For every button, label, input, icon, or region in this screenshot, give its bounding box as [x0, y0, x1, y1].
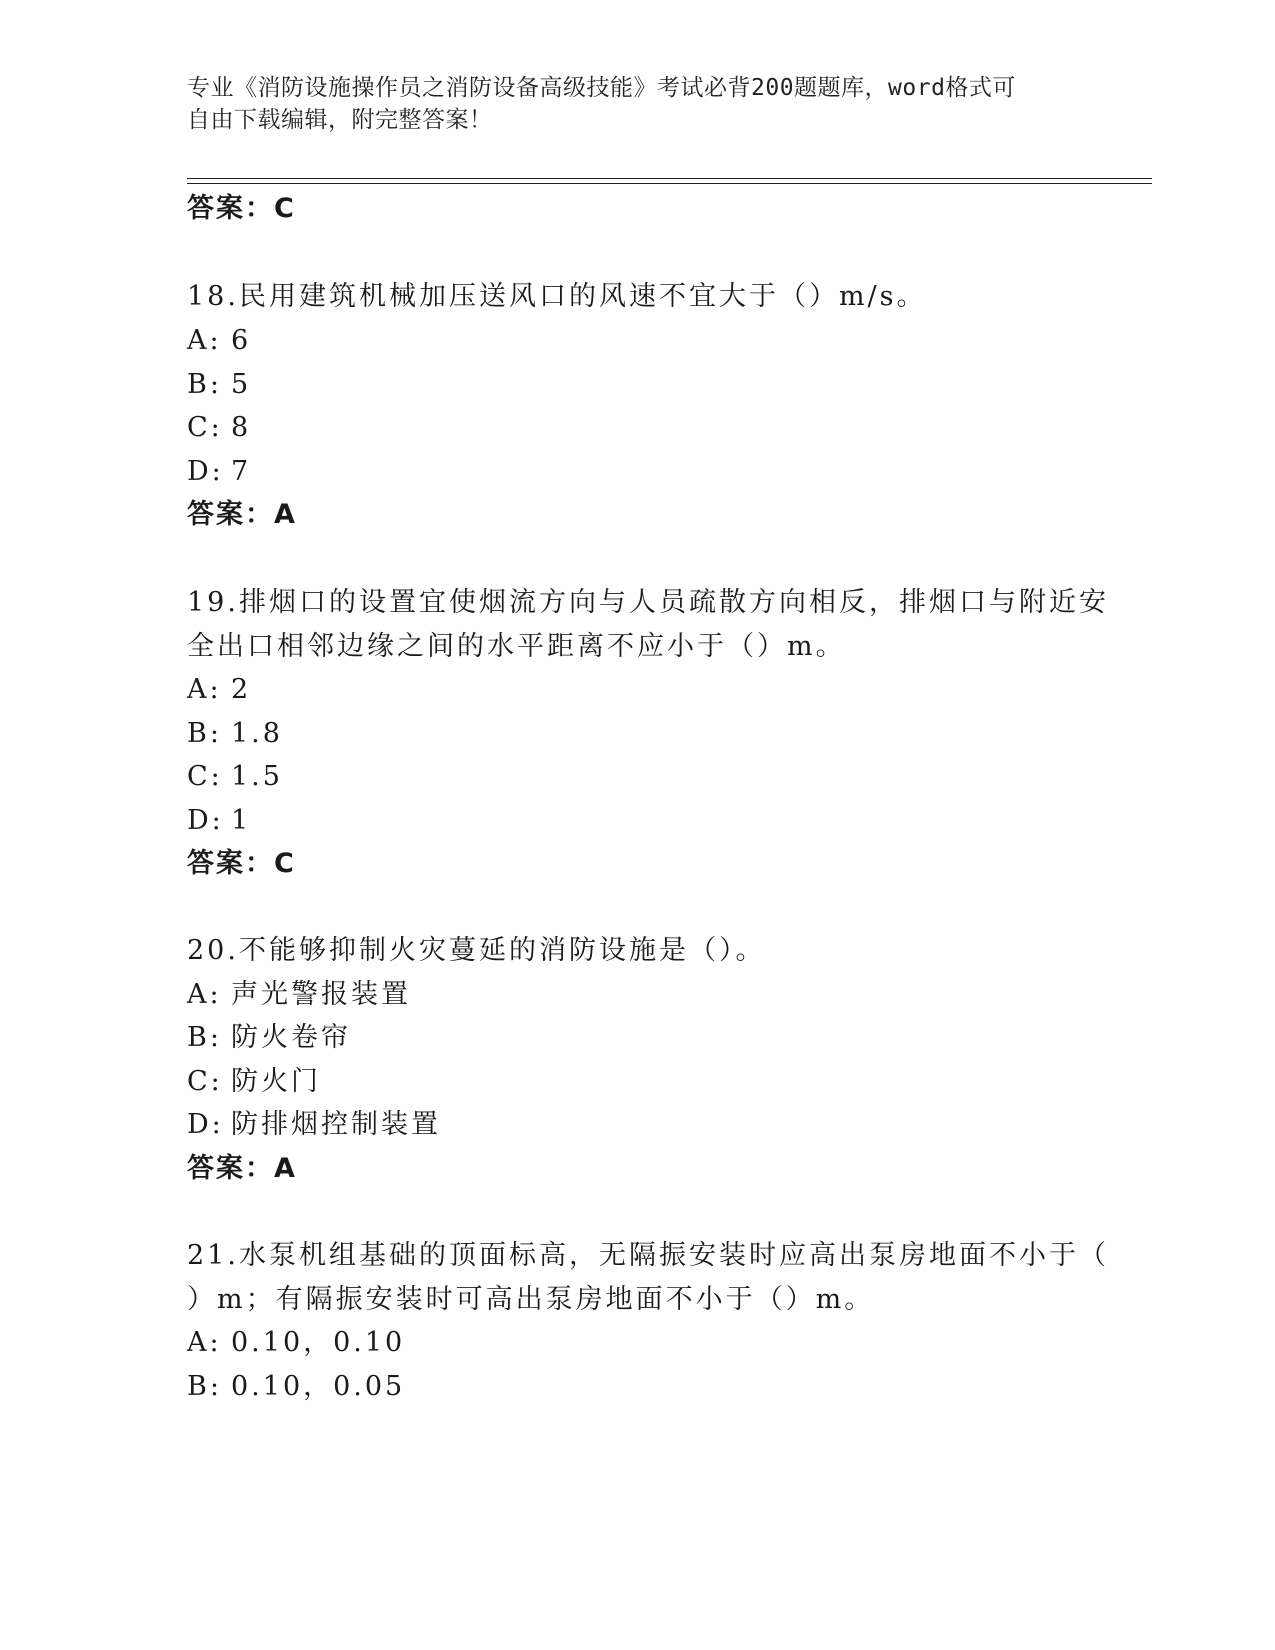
option-label: A:: [187, 325, 222, 356]
option-text: 防火门: [231, 1066, 321, 1097]
question-18-option-c: [187, 410, 1087, 446]
question-19-option-b: [187, 716, 1087, 752]
question-20-option-b: [187, 1020, 1087, 1056]
header-divider-bottom: [187, 183, 1152, 184]
option-text: 0.10，0.10: [231, 1327, 406, 1358]
question-19-option-a: [187, 672, 1087, 708]
question-18-option-d: [187, 454, 1087, 490]
question-19-stem-line-1: 19.排烟口的设置宜使烟流方向与人员疏散方向相反，排烟口与附近安: [187, 587, 1109, 618]
question-19-option-c: [187, 759, 1087, 795]
option-text: 防火卷帘: [231, 1022, 351, 1053]
question-18-option-a: [187, 323, 1087, 359]
option-text: 8: [231, 412, 252, 443]
option-label: C:: [187, 1066, 223, 1097]
option-text: 声光警报装置: [231, 979, 411, 1010]
option-label: B:: [187, 1022, 222, 1053]
option-text: 6: [231, 325, 252, 356]
question-20-option-d: [187, 1107, 1087, 1143]
option-label: C:: [187, 412, 223, 443]
option-text: 5: [231, 369, 252, 400]
header-line-2: 自由下载编辑，附完整答案！: [187, 107, 493, 133]
question-19-answer: 答案：C: [187, 848, 296, 879]
option-text: 0.10，0.05: [231, 1371, 406, 1402]
option-text: 2: [231, 674, 252, 705]
option-label: A:: [187, 1327, 222, 1358]
document-header: [187, 72, 1067, 136]
option-label: D:: [187, 456, 224, 487]
question-21-option-a: [187, 1325, 1087, 1361]
option-label: D:: [187, 805, 224, 836]
question-20-option-c: [187, 1064, 1087, 1100]
question-18-option-b: [187, 367, 1087, 403]
question-21-stem-line-2: ）m；有隔振安装时可高出泵房地面不小于（）m。: [187, 1284, 875, 1315]
header-divider-top: [187, 178, 1152, 179]
question-20-stem: 20.不能够抑制火灾蔓延的消防设施是（）。: [187, 935, 766, 966]
option-label: D:: [187, 1109, 224, 1140]
option-text: 1: [231, 805, 252, 836]
option-text: 7: [231, 456, 252, 487]
question-19-option-d: [187, 803, 1087, 839]
question-21-option-b: [187, 1369, 1087, 1405]
question-19-stem-line-2: 全出口相邻边缘之间的水平距离不应小于（）m。: [187, 631, 846, 662]
header-line-1: 专业《消防设施操作员之消防设备高级技能》考试必背200题题库，word格式可: [187, 75, 1016, 101]
option-text: 1.5: [231, 761, 283, 792]
question-18-stem: 18.民用建筑机械加压送风口的风速不宜大于（）m/s。: [187, 281, 927, 312]
question-20-option-a: [187, 977, 1087, 1013]
previous-answer: 答案：C: [187, 193, 296, 224]
question-20-answer: 答案：A: [187, 1153, 297, 1184]
option-label: C:: [187, 761, 223, 792]
option-text: 1.8: [231, 718, 283, 749]
option-text: 防排烟控制装置: [231, 1109, 441, 1140]
option-label: B:: [187, 718, 222, 749]
option-label: A:: [187, 674, 222, 705]
option-label: A:: [187, 979, 222, 1010]
question-21-stem-line-1: 21.水泵机组基础的顶面标高，无隔振安装时应高出泵房地面不小于（: [187, 1240, 1109, 1271]
option-label: B:: [187, 369, 222, 400]
question-18-answer: 答案：A: [187, 499, 297, 530]
option-label: B:: [187, 1371, 222, 1402]
